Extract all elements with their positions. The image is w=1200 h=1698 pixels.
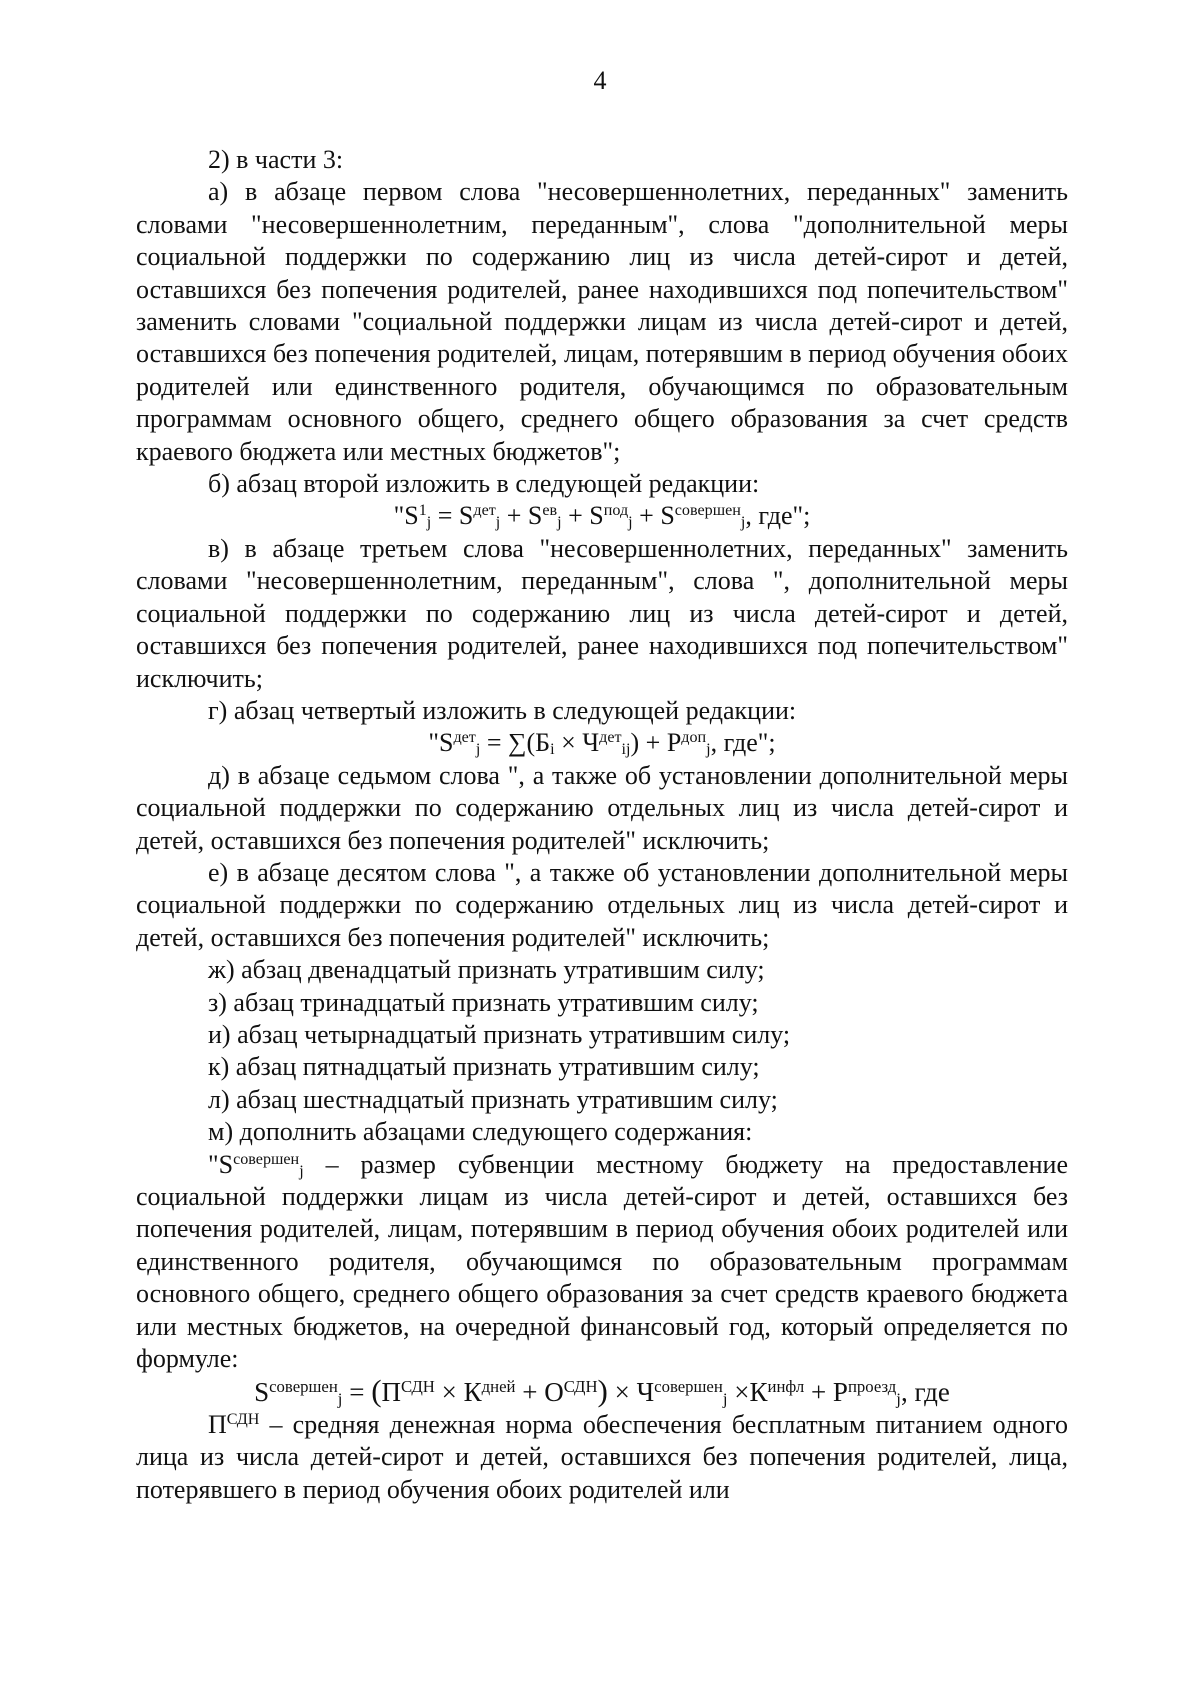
formula-text: + S xyxy=(500,501,543,531)
paragraph-k: к) абзац пятнадцатый признать утратившим силу; xyxy=(208,1052,760,1082)
formula-sub: j xyxy=(337,1389,343,1409)
formula-sub: j xyxy=(426,514,432,532)
paragraph-g: г) абзац четвертый изложить в следующей редакции: xyxy=(208,695,797,725)
formula-sub: j xyxy=(740,514,746,532)
paragraph-p-sdn-definition xyxy=(136,1409,1068,1506)
formula-text: + О xyxy=(515,1377,564,1408)
paragraph-zh: ж) абзац двенадцатый признать утратившим силу; xyxy=(208,955,765,985)
formula-sub: j xyxy=(299,1162,304,1180)
paragraph-d: д) в абзаце седьмом слова ", а также об установлении дополнительной меры социальной поддержки по содержанию отдельных лиц из числа детей-сирот и детей, оставшихся без попечения родителей" исключить; xyxy=(136,760,1068,855)
formula-sup: дней xyxy=(481,1377,516,1397)
formula-sup: 1 xyxy=(418,502,427,520)
formula-s1 xyxy=(136,500,1068,532)
formula-text: П xyxy=(208,1409,227,1439)
formula-s-sovershen xyxy=(136,1375,1068,1408)
formula-sup: доп xyxy=(681,729,707,747)
formula-sup: совершен xyxy=(233,1150,300,1168)
formula-text: ) + Р xyxy=(630,728,682,758)
paragraph-i: и) абзац четырнадцатый признать утратившим силу; xyxy=(208,1019,791,1049)
formula-sup: СДН xyxy=(226,1410,260,1428)
formula-sub: j xyxy=(706,741,711,759)
formula-sup: дет xyxy=(473,502,496,520)
formula-sup: дет xyxy=(453,729,476,747)
formula-sub: ij xyxy=(621,741,631,759)
formula-text: = xyxy=(342,1377,372,1408)
formula-paren: ( xyxy=(371,1373,382,1409)
formula-sub: j xyxy=(475,741,481,759)
paragraph-b: б) абзац второй изложить в следующей редакции: xyxy=(208,469,760,499)
formula-sub: j xyxy=(896,1389,901,1409)
formula-text: = S xyxy=(431,501,474,531)
formula-sup: дет xyxy=(599,729,622,747)
formula-sup: совершен xyxy=(674,502,741,520)
document-body xyxy=(136,144,1068,1506)
formula-sub: j xyxy=(557,514,562,532)
formula-text: × Ч xyxy=(554,728,600,758)
formula-sup: под xyxy=(603,502,629,520)
paragraph-a: а) в абзаце первом слова "несовершеннолетних, переданных" заменить словами "несовершеннолетним, переданным", слова "дополнительной меры социальной поддержки по содержанию лиц из числа детей-сирот и детей, оставшихся без попечения родителей, ранее находившихся под попечительством" заменить словами "социальной поддержки лицам из числа детей-сирот и детей, оставшихся без попечения родителей, лицам, потерявшим в период обучения обоих родителей или единственного родителя, обучающимся по образовательным программам основного общего, среднего общего образования за счет средств краевого бюджета или местных бюджетов"; xyxy=(136,177,1068,466)
paragraph-text: – средняя денежная норма обеспечения бесплатным питанием одного лица из числа детей-сирот и детей, оставшихся без попечения родителей, лица, потерявшего в период обучения обоих родителей или xyxy=(136,1409,1068,1504)
formula-text: "S xyxy=(428,728,454,758)
formula-sup: СДН xyxy=(563,1377,598,1397)
formula-sup: СДН xyxy=(401,1377,435,1397)
formula-sup: совершен xyxy=(654,1377,723,1397)
formula-text: + S xyxy=(561,501,604,531)
formula-text: × К xyxy=(434,1377,482,1408)
paragraph-e: е) в абзаце десятом слова ", а также об установлении дополнительной меры социальной поддержки по содержанию отдельных лиц из числа детей-сирот и детей, оставшихся без попечения родителей" исключить; xyxy=(136,857,1068,952)
paragraph-l: л) абзац шестнадцатый признать утратившим силу; xyxy=(208,1084,778,1114)
page-number: 4 xyxy=(593,66,607,95)
formula-text: S xyxy=(254,1377,270,1408)
formula-text: "S xyxy=(208,1149,234,1179)
formula-sup: совершен xyxy=(269,1377,338,1397)
formula-text: ×К xyxy=(727,1377,768,1408)
formula-sub: i xyxy=(550,741,555,759)
paragraph-v: в) в абзаце третьем слова "несовершеннолетних, переданных" заменить словами "несовершеннолетним, переданным", слова ", дополнительной меры социальной поддержки по содержанию лиц из числа детей-сирот и детей, оставшихся без попечения родителей, ранее находившихся под попечительством" исключить; xyxy=(136,533,1068,693)
paragraph-s-sovershen-definition xyxy=(136,1149,1068,1376)
formula-text: , где"; xyxy=(745,501,811,531)
formula-s-det xyxy=(136,727,1068,759)
formula-sup: ев xyxy=(542,502,558,520)
formula-text: + Р xyxy=(804,1377,848,1408)
formula-sub: j xyxy=(628,514,633,532)
paragraph-text: – размер субвенции местному бюджету на предоставление социальной поддержки лицам из числа детей-сирот и детей, оставшихся без попечения родителей, лицам, потерявшим в период обучения обоих родителей или единственного родителя, обучающимся по образовательным программам основного общего, среднего общего образования за счет средств краевого бюджета или местных бюджетов, на очередной финансовый год, который определяется по формуле: xyxy=(136,1149,1068,1374)
formula-text: П xyxy=(381,1377,402,1408)
formula-sub: j xyxy=(495,514,501,532)
formula-text: , где"; xyxy=(710,728,776,758)
formula-sub: j xyxy=(722,1389,728,1409)
formula-paren: ) xyxy=(597,1373,608,1409)
formula-text: + S xyxy=(632,501,675,531)
paragraph-m: м) дополнить абзацами следующего содержания: xyxy=(208,1117,753,1147)
formula-sup: проезд xyxy=(847,1377,897,1397)
paragraph-z: з) абзац тринадцатый признать утратившим силу; xyxy=(208,987,759,1017)
formula-text: , где xyxy=(900,1377,950,1408)
formula-text: × Ч xyxy=(607,1377,655,1408)
formula-text: "S xyxy=(393,501,419,531)
formula-text: = ∑(Б xyxy=(480,728,551,758)
paragraph-part-3: 2) в части 3: xyxy=(208,145,344,174)
formula-sup: инфл xyxy=(767,1377,805,1397)
